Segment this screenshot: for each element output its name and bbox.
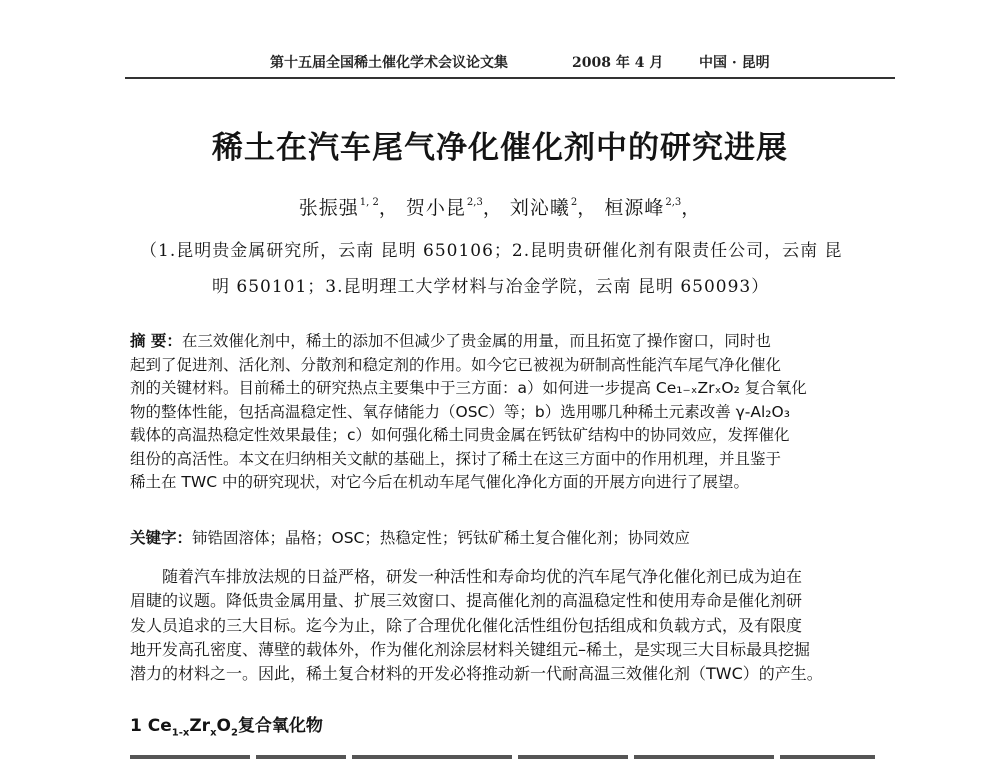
paper-title: 稀土在汽车尾气净化催化剂中的研究进展 bbox=[212, 130, 788, 166]
cropped-text-line bbox=[130, 748, 890, 759]
formula-sub: 1-x bbox=[171, 727, 190, 739]
abstract-line bbox=[130, 330, 890, 354]
keywords-label: 关键字： bbox=[130, 529, 193, 547]
author-name: 张振强 bbox=[298, 197, 359, 219]
abstract bbox=[130, 330, 890, 495]
abstract-line: 稀土在 TWC 中的研究现状，对它今后在机动车尾气催化净化方面的开展方向进行了展望。 bbox=[130, 473, 749, 491]
author-affil: 1, 2 bbox=[359, 197, 379, 208]
body-line: 地开发高孔密度、薄壁的载体外，作为催化剂涂层材料关键组元–稀土，是实现三大目标最具挖掘 bbox=[130, 639, 811, 659]
intro-paragraph bbox=[130, 565, 890, 686]
running-header bbox=[125, 52, 895, 76]
header-proceedings: 第十五届全国稀土催化学术会议论文集 bbox=[270, 55, 508, 71]
abstract-line: 物的整体性能，包括高温稳定性、氧存储能力（OSC）等；b）选用哪几种稀土元素改善 γ-Al₂O₃ bbox=[130, 402, 790, 421]
author-name: 贺小昆 bbox=[405, 197, 466, 219]
author-sep: ， bbox=[378, 197, 399, 219]
formula-ce: Ce bbox=[147, 716, 172, 736]
abstract-line: 组份的高活性。本文在归纳相关文献的基础上，探讨了稀土在这三方面中的作用机理，并且鉴于 bbox=[130, 449, 782, 468]
author-sep: ， bbox=[482, 197, 503, 219]
affiliation-line-1: （1.昆明贵金属研究所，云南 昆明 650106；2.昆明贵研催化剂有限责任公司，云南 昆 bbox=[140, 241, 843, 261]
body-line: 潜力的材料之一。因此，稀土复合材料的开发必将推动新一代耐高温三效催化剂（TWC）的产生。 bbox=[130, 664, 823, 684]
author-sep: ， bbox=[577, 197, 598, 219]
abstract-text: 在三效催化剂中，稀土的添加不但减少了贵金属的用量，而且拓宽了操作窗口，同时也 bbox=[181, 332, 771, 350]
section-heading bbox=[130, 711, 323, 738]
abstract-label: 摘 要： bbox=[130, 332, 182, 350]
abstract-line: 载体的高温热稳定性效果最佳；c）如何强化稀土同贵金属在钙钛矿结构中的协同效应，发挥催化 bbox=[130, 426, 790, 444]
abstract-line: 剂的关键材料。目前稀土的研究热点主要集中于三方面：a）如何进一步提高 Ce₁₋ₓZrₓO₂ 复合氧化 bbox=[130, 379, 807, 397]
author-affil: 2 bbox=[570, 197, 578, 208]
author-affil: 2,3 bbox=[665, 197, 682, 208]
section-title: 复合氧化物 bbox=[237, 716, 323, 736]
keywords bbox=[130, 526, 890, 548]
author-name: 刘沁曦 bbox=[509, 197, 570, 219]
formula-sub: x bbox=[210, 727, 217, 739]
formula-zr: Zr bbox=[189, 716, 211, 736]
header-location: 中国 · 昆明 bbox=[699, 55, 770, 71]
author-sep: ， bbox=[681, 197, 702, 219]
author-list bbox=[0, 193, 1000, 220]
abstract-line: 起到了促进剂、活化剂、分散剂和稳定剂的作用。如今它已被视为研制高性能汽车尾气净化催化 bbox=[130, 355, 782, 374]
section-number: 1 bbox=[130, 716, 142, 736]
header-date: 2008 年 4 月 bbox=[572, 55, 664, 71]
formula-sub: 2 bbox=[230, 727, 238, 739]
affiliation-line-2: 明 650101；3.昆明理工大学材料与冶金学院，云南 昆明 650093） bbox=[212, 277, 770, 297]
author-affil: 2,3 bbox=[466, 197, 483, 208]
body-line: 眉睫的议题。降低贵金属用量、扩展三效窗口、提高催化剂的高温稳定性和使用寿命是催化剂研 bbox=[130, 591, 803, 611]
header-rule bbox=[125, 77, 895, 79]
formula-o: O bbox=[216, 716, 231, 736]
body-line: 发人员追求的三大目标。迄今为止，除了合理优化催化活性组份包括组成和负载方式，及有限度 bbox=[130, 615, 803, 635]
keywords-text: 铈锆固溶体；晶格；OSC；热稳定性；钙钛矿稀土复合催化剂；协同效应 bbox=[192, 529, 690, 547]
body-line: 随着汽车排放法规的日益严格，研发一种活性和寿命均优的汽车尾气净化催化剂已成为迫在 bbox=[162, 567, 803, 586]
author-name: 桓源峰 bbox=[604, 197, 665, 219]
